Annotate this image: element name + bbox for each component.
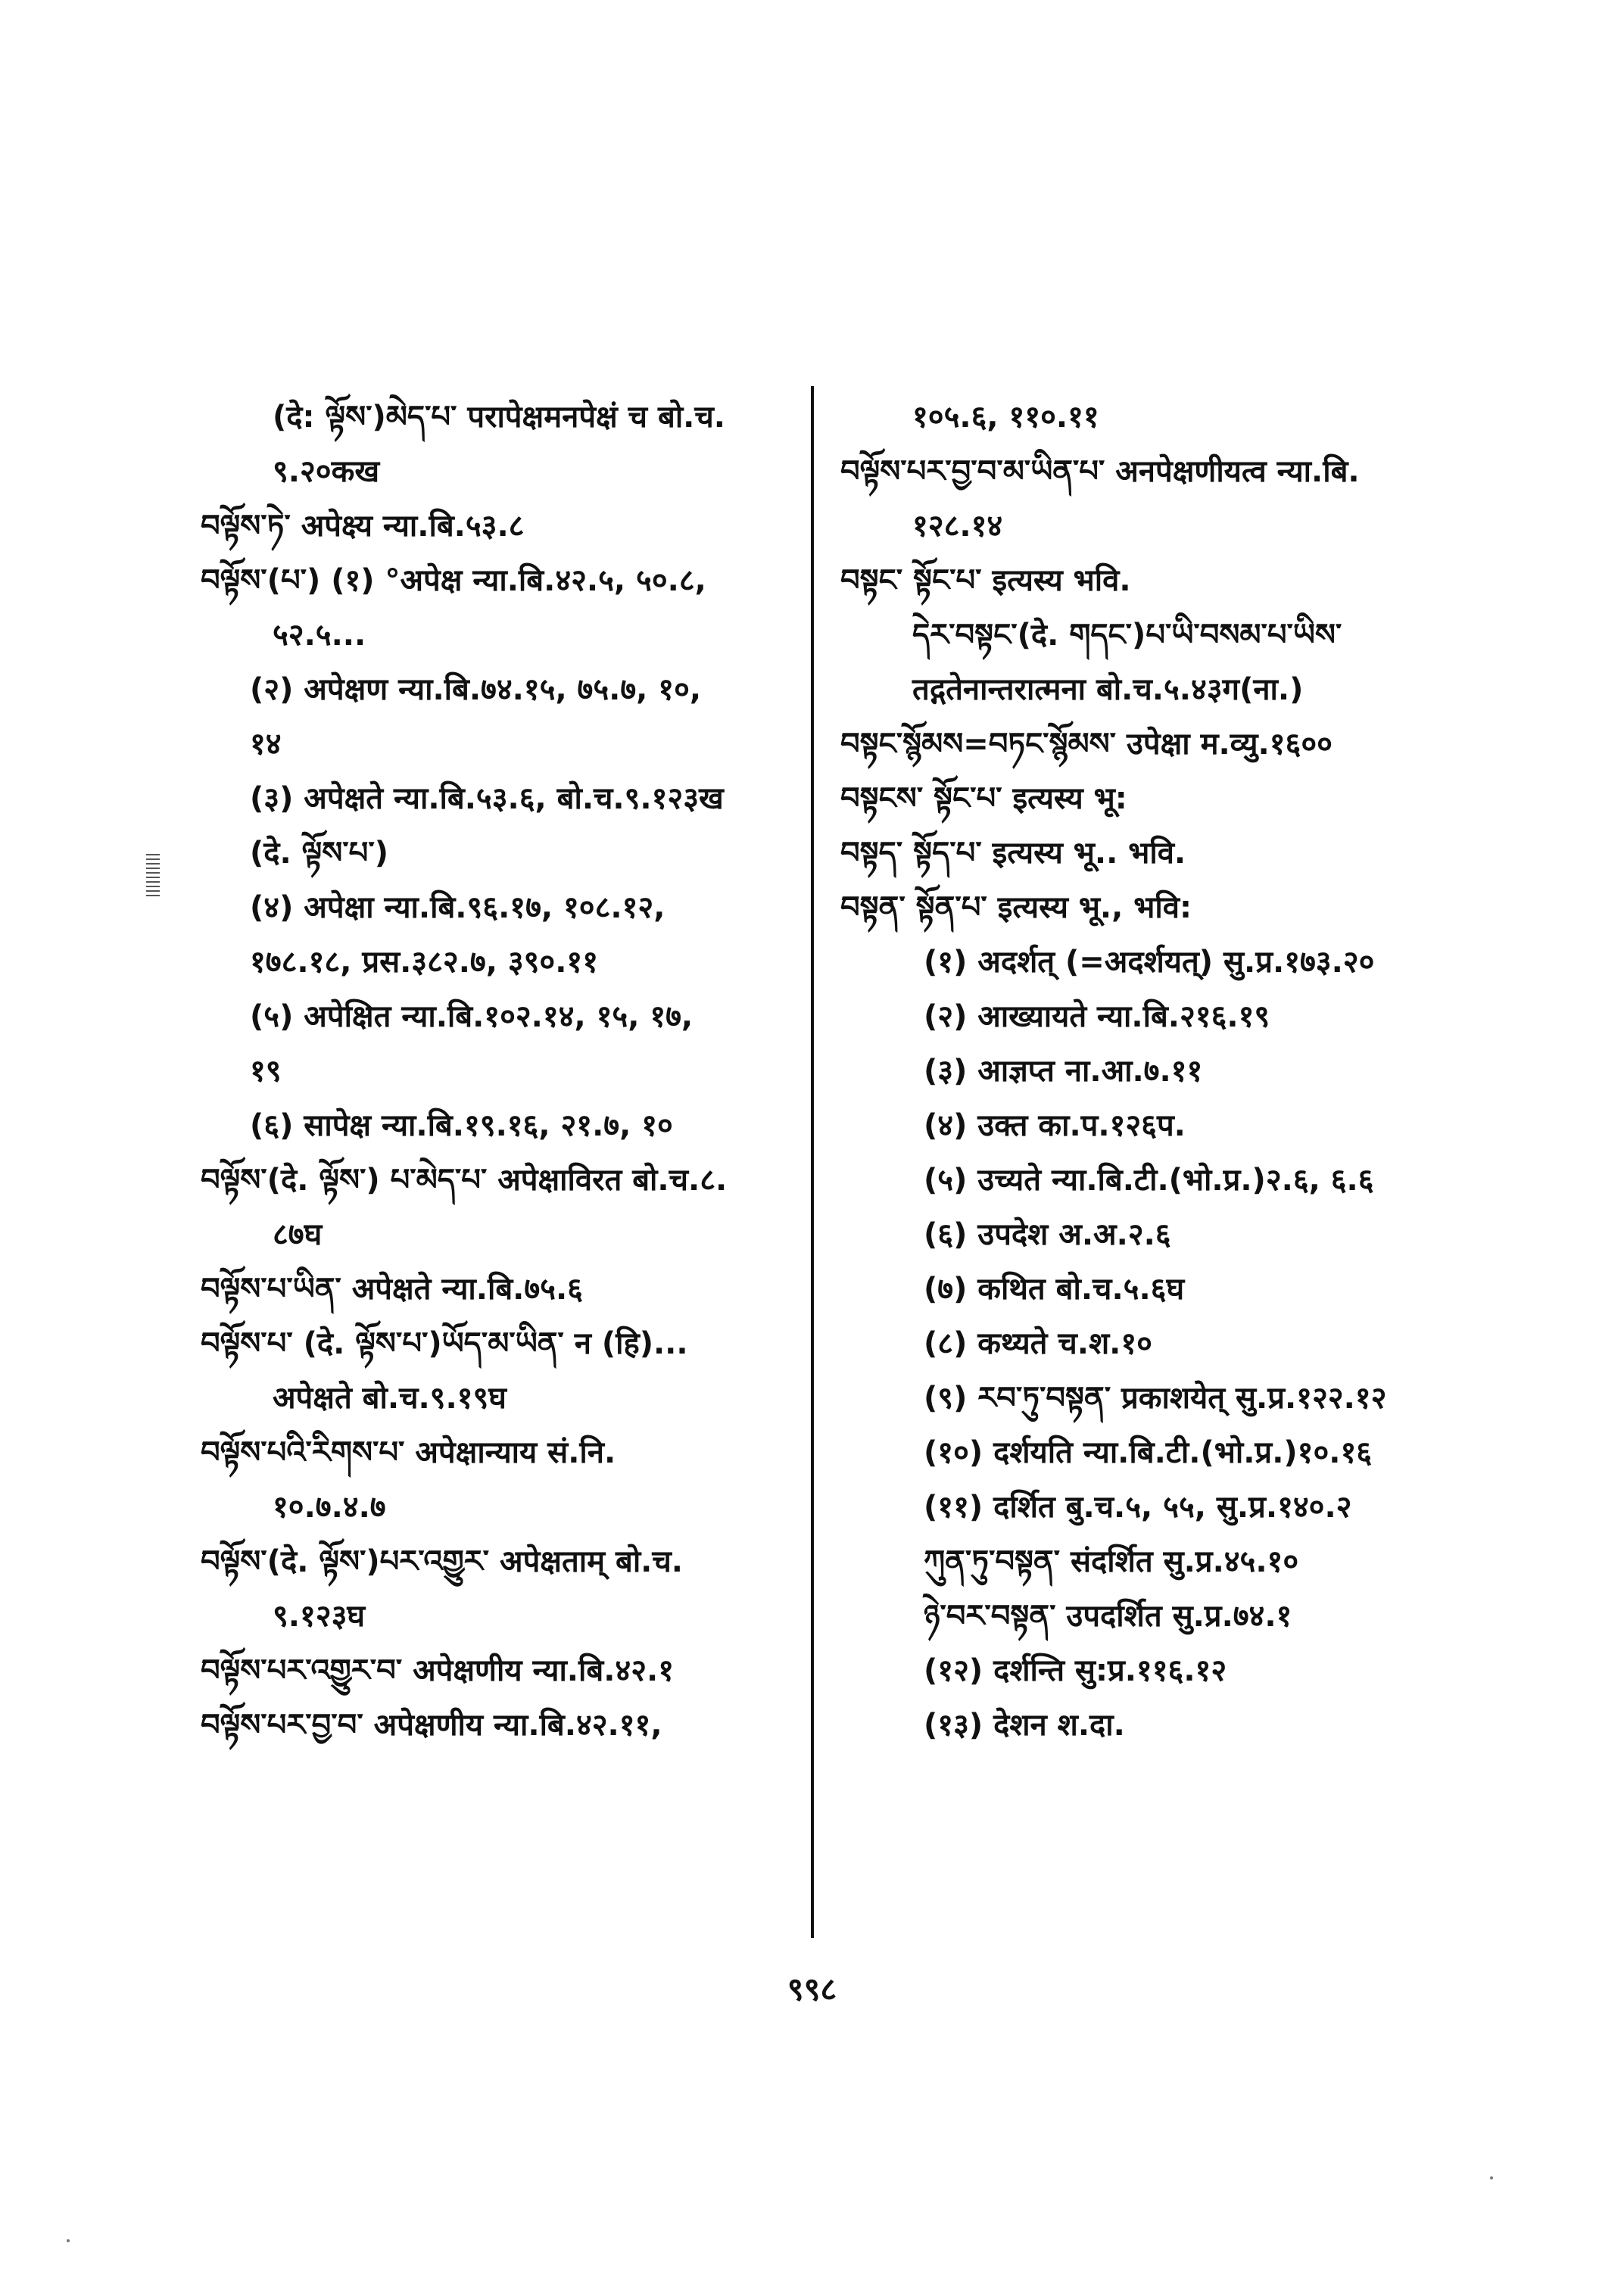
scan-speck	[1490, 2176, 1493, 2179]
entry-continuation-line: (९) རབ་ཏུ་བསྟན་ प्रकाशयेत् सु.प्र.१२२.१२	[924, 1381, 1387, 1416]
page-number: ९९८	[787, 1971, 837, 2008]
entry-continuation-line: ཉེ་བར་བསྟན་ उपदर्शित सु.प्र.७४.१	[924, 1599, 1292, 1634]
entry-continuation-line: ཀུན་ཏུ་བསྟན་ संदर्शित सु.प्र.४५.१०	[924, 1544, 1299, 1579]
entry-headword-line: བལྟོས་(པ་) (१) °अपेक्ष न्या.बि.४२.५, ५०.८,	[201, 563, 706, 598]
entry-continuation-line: ८७घ	[273, 1217, 323, 1252]
scan-speck	[67, 2239, 70, 2242]
entry-continuation-line: (६) सापेक्ष न्या.बि.१९.१६, २१.७, १०	[250, 1108, 673, 1143]
left-column	[201, 390, 799, 1752]
entry-continuation-line: १०५.६, ११०.११	[912, 400, 1099, 435]
entry-headword-line: བསྟད་ སྟོད་པ་ इत्यस्य भू.. भवि.	[840, 836, 1186, 871]
entry-continuation-line: (११) दर्शित बु.च.५, ५५, सु.प्र.१४०.२	[924, 1490, 1352, 1525]
margin-mark	[146, 854, 160, 899]
entry-continuation-line: ५२.५...	[273, 618, 366, 653]
entry-continuation-line: (६) उपदेश अ.अ.२.६	[924, 1217, 1171, 1252]
entry-continuation-line: ९.१२३घ	[273, 1599, 366, 1634]
entry-continuation-line: (दे: ལྟོས་)མེད་པ་ परापेक्षमनपेक्षं च बो.च.	[273, 400, 725, 435]
entry-continuation-line: १२८.१४	[912, 509, 1003, 544]
entry-continuation-line: (१२) दर्शन्ति सु:प्र.११६.१२	[924, 1653, 1227, 1688]
entry-headword-line: བལྟོས་པའི་རིགས་པ་ अपेक्षान्याय सं.नि.	[201, 1435, 616, 1470]
entry-headword-line: བལྟོས་(दे. ལྟོས་) པ་མེད་པ་ अपेक्षाविरत बो.च.८.	[201, 1163, 728, 1198]
entry-headword-line: བལྟོས་པར་བྱ་བ་ अपेक्षणीय न्या.बि.४२.११,	[201, 1708, 662, 1743]
entry-continuation-line: १७८.१८, प्रस.३८२.७, ३९०.११	[250, 945, 599, 980]
entry-continuation-line: (५) अपेक्षित न्या.बि.१०२.१४, १५, १७,	[250, 999, 694, 1034]
entry-headword-line: བསྟངས་ སྟོང་པ་ इत्यस्य भू:	[840, 781, 1127, 816]
entry-continuation-line: (१) अदर्शत् (=अदर्शयत्) सु.प्र.१७३.२०	[924, 945, 1375, 980]
entry-continuation-line: (३) अपेक्षते न्या.बि.५३.६, बो.च.९.१२३ख	[250, 781, 724, 816]
right-column	[840, 390, 1484, 1752]
entry-continuation-line: (७) कथित बो.च.५.६घ	[924, 1272, 1185, 1307]
entry-continuation-line: (५) उच्यते न्या.बि.टी.(भो.प्र.)२.६, ६.६	[924, 1163, 1374, 1198]
entry-continuation-line: तद्गतेनान्तरात्मना बो.च.५.४३ग(ना.)	[912, 672, 1304, 707]
entry-headword-line: བསྟན་ སྟོན་པ་ इत्यस्य भू., भवि:	[840, 890, 1192, 925]
entry-continuation-line: དེར་བསྟང་(दे. གདང་)པ་ཡི་བསམ་པ་ཡིས་	[912, 618, 1342, 653]
entry-continuation-line: (२) अपेक्षण न्या.बि.७४.१५, ७५.७, १०,	[250, 672, 702, 707]
entry-headword-line: བལྟོས་པ་ཡིན་ अपेक्षते न्या.बि.७५.६	[201, 1272, 583, 1307]
entry-continuation-line: ९.२०कख	[273, 454, 380, 489]
entry-continuation-line: (१०) दर्शयति न्या.बि.टी.(भो.प्र.)१०.१६	[924, 1435, 1373, 1470]
entry-continuation-line: (३) आज्ञप्त ना.आ.७.११	[924, 1054, 1203, 1089]
entry-headword-line: བསྟང་སྙོམས=བཏང་སྙོམས་ उपेक्षा म.व्यु.१६००	[840, 727, 1333, 762]
entry-headword-line: བལྟོས་པར་འགྱུར་བ་ अपेक्षणीय न्या.बि.४२.१	[201, 1653, 674, 1688]
entry-continuation-line: (४) उक्त का.प.१२६प.	[924, 1108, 1186, 1143]
entry-continuation-line: १०.७.४.७	[273, 1490, 386, 1525]
column-divider	[811, 386, 814, 1938]
entry-headword-line: བལྟོས་པ་ (दे. ལྟོས་པ་)ཡོད་མ་ཡིན་ न (हि)...	[201, 1326, 688, 1361]
entry-continuation-line: (१३) देशन श.दा.	[924, 1708, 1125, 1743]
entry-headword-line: བལྟོས་པར་བྱ་བ་མ་ཡིན་པ་ अनपेक्षणीयत्व न्या.बि.	[840, 454, 1360, 489]
entry-continuation-line: १४	[250, 727, 282, 762]
entry-headword-line: བལྟོས་(दे. ལྟོས་)པར་འགྱུར་ अपेक्षताम् बो.च.	[201, 1544, 683, 1579]
entry-headword-line: བལྟོས་ཏེ་ अपेक्ष्य न्या.बि.५३.८	[201, 509, 525, 544]
entry-continuation-line: १९	[250, 1054, 282, 1089]
entry-headword-line: བསྟང་ སྟོང་པ་ इत्यस्य भवि.	[840, 563, 1131, 598]
entry-continuation-line: (२) आख्यायते न्या.बि.२१६.१९	[924, 999, 1270, 1034]
entry-continuation-line: (दे. ལྟོས་པ་)	[250, 836, 389, 871]
entry-continuation-line: अपेक्षते बो.च.९.१९घ	[273, 1381, 507, 1416]
entry-continuation-line: (८) कथ्यते च.श.१०	[924, 1326, 1152, 1361]
entry-continuation-line: (४) अपेक्षा न्या.बि.९६.१७, १०८.१२,	[250, 890, 665, 925]
